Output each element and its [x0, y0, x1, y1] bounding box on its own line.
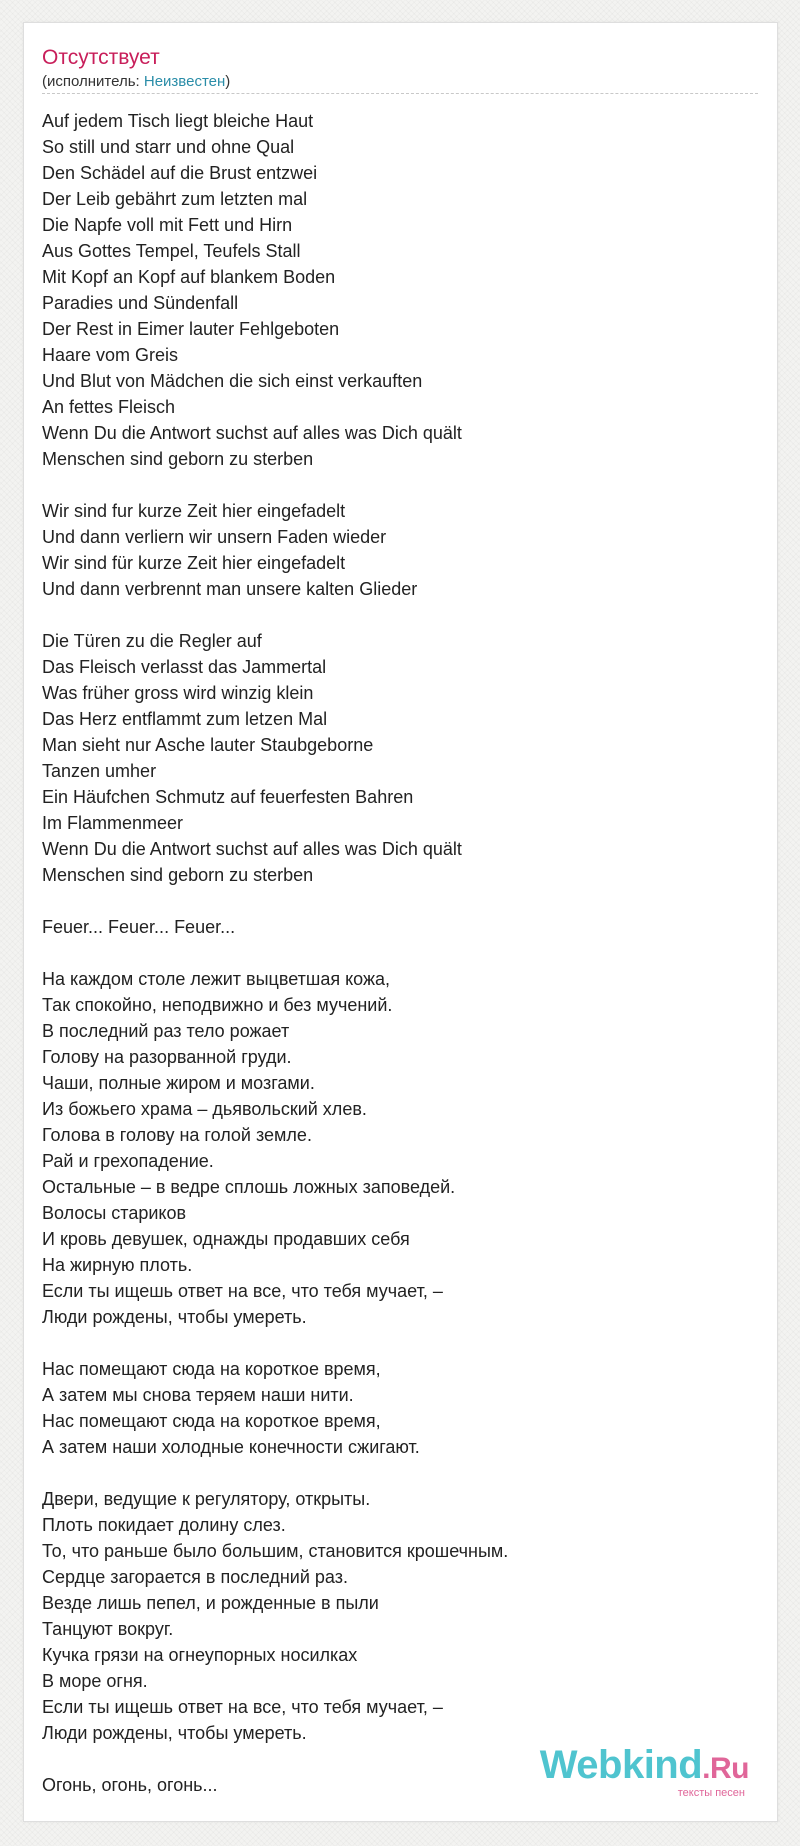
lyrics-line: Der Leib gebährt zum letzten mal	[42, 189, 308, 209]
page-title: Отсутствует	[42, 46, 160, 69]
lyrics-stanza	[42, 498, 758, 602]
lyrics-line: Und dann verbrennt man unsere kalten Glieder	[42, 579, 418, 599]
lyrics-stanza	[42, 108, 758, 472]
lyrics-stanza	[42, 628, 758, 888]
lyrics-line: Везде лишь пепел, и рожденные в пыли	[42, 1593, 379, 1613]
lyrics-line: So still und starr und ohne Qual	[42, 137, 295, 157]
lyrics-line: На каждом столе лежит выцветшая кожа,	[42, 969, 391, 989]
lyrics-line: Танцуют вокруг.	[42, 1619, 174, 1639]
lyrics-line: Нас помещают сюда на короткое время,	[42, 1411, 381, 1431]
artist-prefix: (исполнитель:	[42, 73, 144, 90]
lyrics-line: Wir sind für kurze Zeit hier eingefadelt	[42, 553, 346, 573]
lyrics-line: Так спокойно, неподвижно и без мучений.	[42, 995, 393, 1015]
lyrics-line: Wenn Du die Antwort suchst auf alles was Dich quält	[42, 839, 462, 859]
site-logo[interactable]	[540, 1745, 749, 1799]
lyrics-line: Wenn Du die Antwort suchst auf alles was Dich quält	[42, 423, 462, 443]
lyrics-line: Und dann verliern wir unsern Faden wieder	[42, 527, 387, 547]
lyrics-line: Кучка грязи на огнеупорных носилках	[42, 1645, 358, 1665]
logo-name: Webkind	[539, 1743, 703, 1787]
lyrics-stanza	[42, 1356, 758, 1460]
lyrics-line: Если ты ищешь ответ на все, что тебя мучает, –	[42, 1281, 443, 1301]
lyrics-line: Нас помещают сюда на короткое время,	[42, 1359, 381, 1379]
lyrics-line: В последний раз тело рожает	[42, 1021, 290, 1041]
lyrics-line: Was früher gross wird winzig klein	[42, 683, 314, 703]
artist-line	[42, 72, 758, 92]
lyrics-line: Den Schädel auf die Brust entzwei	[42, 163, 318, 183]
lyrics-line: Die Türen zu die Regler auf	[42, 631, 262, 651]
lyrics-line: Paradies und Sündenfall	[42, 293, 239, 313]
lyrics-line: Auf jedem Tisch liegt bleiche Haut	[42, 111, 314, 131]
lyrics-stanza	[42, 1486, 758, 1746]
logo-tagline: тексты песен	[677, 1787, 745, 1799]
lyrics-line: И кровь девушек, однажды продавших себя	[42, 1229, 410, 1249]
lyrics-stanza	[42, 914, 758, 940]
lyrics-stanza	[42, 966, 758, 1330]
lyrics-line: Wir sind fur kurze Zeit hier eingefadelt	[42, 501, 346, 521]
lyrics-line: Если ты ищешь ответ на все, что тебя мучает, –	[42, 1697, 443, 1717]
lyrics-line: Man sieht nur Asche lauter Staubgeborne	[42, 735, 374, 755]
lyrics-line: Feuer... Feuer... Feuer...	[42, 917, 236, 937]
logo-wordmark	[540, 1745, 749, 1789]
lyrics-line: Der Rest in Eimer lauter Fehlgeboten	[42, 319, 340, 339]
lyrics-line: Im Flammenmeer	[42, 813, 184, 833]
lyrics-line: Люди рождены, чтобы умереть.	[42, 1307, 307, 1327]
lyrics-line: Menschen sind geborn zu sterben	[42, 449, 314, 469]
lyrics-line: Aus Gottes Tempel, Teufels Stall	[42, 241, 301, 261]
lyrics-line: Рай и грехопадение.	[42, 1151, 214, 1171]
artist-suffix: )	[225, 73, 231, 90]
lyrics-line: Чаши, полные жиром и мозгами.	[42, 1073, 315, 1093]
lyrics-line: Mit Kopf an Kopf auf blankem Boden	[42, 267, 336, 287]
lyrics-line: Ein Häufchen Schmutz auf feuerfesten Bahren	[42, 787, 414, 807]
lyrics-text	[42, 108, 758, 1824]
logo-tld: .Ru	[702, 1752, 749, 1785]
lyrics-line: Сердце загорается в последний раз.	[42, 1567, 348, 1587]
lyrics-line: На жирную плоть.	[42, 1255, 193, 1275]
lyrics-line: Das Fleisch verlasst das Jammertal	[42, 657, 327, 677]
artist-link[interactable]: Неизвестен	[143, 73, 226, 90]
lyrics-line: А затем мы снова теряем наши нити.	[42, 1385, 354, 1405]
lyrics-line: А затем наши холодные конечности сжигают.	[42, 1437, 420, 1457]
lyrics-line: Двери, ведущие к регулятору, открыты.	[42, 1489, 371, 1509]
lyrics-line: Волосы стариков	[42, 1203, 187, 1223]
lyrics-line: То, что раньше было большим, становится крошечным.	[42, 1541, 509, 1561]
lyrics-line: Haare vom Greis	[42, 345, 179, 365]
lyrics-line: В море огня.	[42, 1671, 148, 1691]
lyrics-line: An fettes Fleisch	[42, 397, 176, 417]
lyrics-line: Und Blut von Mädchen die sich einst verkauften	[42, 371, 423, 391]
lyrics-line: Die Napfe voll mit Fett und Hirn	[42, 215, 293, 235]
song-header	[42, 45, 758, 94]
lyrics-line: Голову на разорванной груди.	[42, 1047, 292, 1067]
lyrics-line: Остальные – в ведре сплошь ложных заповедей.	[42, 1177, 456, 1197]
lyrics-line: Tanzen umher	[42, 761, 157, 781]
lyrics-line: Das Herz entflammt zum letzen Mal	[42, 709, 328, 729]
header-divider	[42, 93, 758, 94]
lyrics-line: Огонь, огонь, огонь...	[42, 1775, 218, 1795]
lyrics-line: Плоть покидает долину слез.	[42, 1515, 286, 1535]
lyrics-line: Голова в голову на голой земле.	[42, 1125, 312, 1145]
content-card	[23, 22, 778, 1822]
lyrics-line: Menschen sind geborn zu sterben	[42, 865, 314, 885]
lyrics-line: Люди рождены, чтобы умереть.	[42, 1723, 307, 1743]
lyrics-line: Из божьего храма – дьявольский хлев.	[42, 1099, 367, 1119]
